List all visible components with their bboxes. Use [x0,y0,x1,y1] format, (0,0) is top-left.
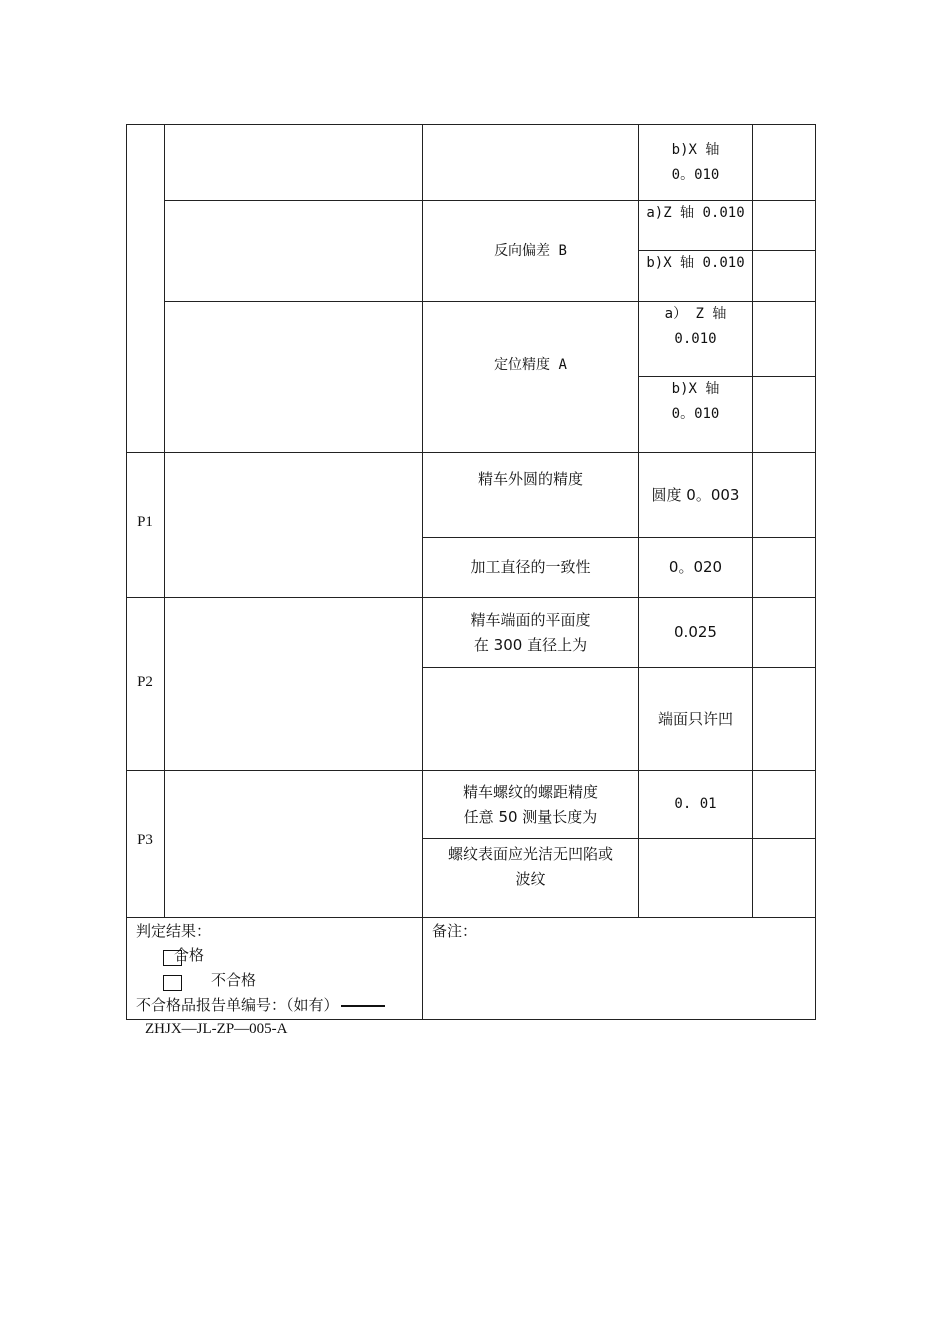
tolerance-cell [639,251,752,275]
pass-option-label: 合格 [174,946,205,964]
item-line: 在 300 直径上为 [473,635,588,654]
tolerance-text: 0。020 [668,558,723,576]
tolerance-line: 0。010 [671,166,720,183]
item-cell [423,839,638,895]
item-line: 螺纹表面应光洁无凹陷或 [447,845,613,863]
tolerance-cell [639,598,752,667]
report-number-field [136,993,385,1018]
tolerance-cell [639,201,752,225]
fail-option-label: 不合格 [211,971,257,989]
item-text: 加工直径的一致性 [470,558,591,576]
item-cell [423,201,638,301]
tolerance-text: b)X 轴 0.010 [646,254,745,271]
tolerance-cell [639,771,752,838]
tolerance-cell [639,453,752,537]
tolerance-line: 0。010 [671,406,720,422]
item-text: 反向偏差 B [494,242,567,259]
tolerance-text: a)Z 轴 0.010 [646,204,745,221]
item-cell [423,302,638,428]
rule [752,124,753,917]
item-line: 精车端面的平面度 [470,610,591,629]
tolerance-line: a） Z 轴 [664,306,727,322]
tolerance-text: 0. 01 [674,796,717,812]
report-number-blank[interactable] [341,1005,385,1007]
tolerance-cell [639,302,752,352]
judgement-label: 判定结果： [136,922,212,940]
item-line: 波纹 [515,870,546,888]
rule [126,124,127,1020]
rule [164,124,165,917]
tolerance-text: 0.025 [674,623,717,641]
tolerance-cell [639,668,752,770]
tolerance-line: 0.010 [674,331,717,347]
item-cell [423,598,638,667]
remarks-label: 备注： [432,922,478,940]
tolerance-text: 端面只许凹 [657,709,733,728]
section-label-p1: P1 [137,514,153,530]
tolerance-cell [639,125,752,200]
item-text: 精车外圆的精度 [477,470,583,488]
tolerance-line: b)X 轴 [671,141,720,158]
tolerance-cell [639,538,752,597]
item-line: 任意 50 测量长度为 [463,807,598,826]
item-cell [423,467,638,492]
document-code: ZHJX—JL-ZP—005-A [145,1021,288,1037]
rule [126,1019,816,1020]
fail-checkbox[interactable] [163,975,182,991]
report-number-label: 不合格品报告单编号：（如有） [136,996,339,1014]
inspection-table [126,124,816,1020]
tolerance-line: b)X 轴 [671,381,720,397]
tolerance-cell [639,377,752,427]
item-cell [423,771,638,838]
section-label-p2: P2 [137,674,153,690]
tolerance-text: 圆度 0。003 [651,485,740,504]
rule [126,917,816,918]
item-cell [423,538,638,597]
section-label-p3: P3 [137,832,153,848]
item-text: 定位精度 A [494,356,567,373]
item-line: 精车螺纹的螺距精度 [462,782,598,801]
rule [422,667,816,668]
rule [815,124,816,1020]
